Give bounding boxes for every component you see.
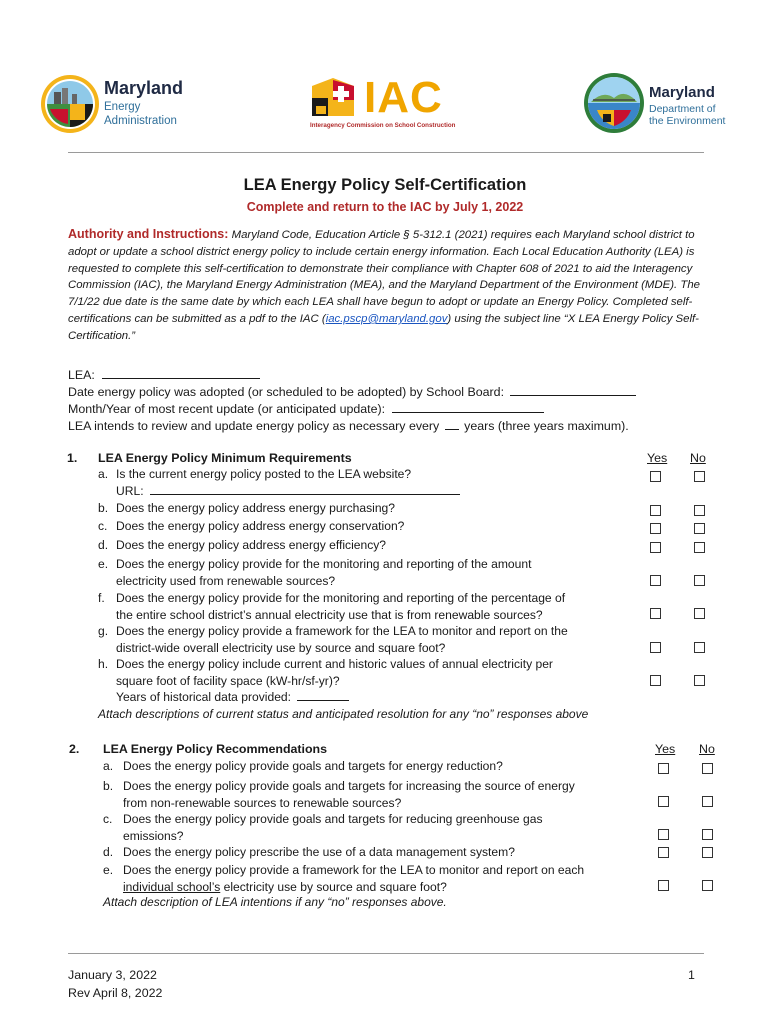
s1-item-b-text: Does the energy policy address energy purchasing? bbox=[116, 501, 395, 515]
footer-revision: Rev April 8, 2022 bbox=[68, 986, 163, 1000]
s1-g-no-checkbox[interactable] bbox=[694, 642, 705, 653]
iac-logo-tagline: Interagency Commission on School Construction bbox=[310, 122, 456, 129]
review-field bbox=[68, 418, 629, 433]
lea-input[interactable] bbox=[102, 367, 260, 379]
instructions-lead: Authority and Instructions: bbox=[68, 227, 229, 241]
s1-item-f-text2: the entire school district’s annual electricity use that is from renewable sources? bbox=[116, 607, 543, 622]
page-subtitle: Complete and return to the IAC by July 1, 2022 bbox=[246, 200, 524, 214]
s1-item-c-text: Does the energy policy address energy conservation? bbox=[116, 519, 405, 533]
s1-item-e bbox=[98, 556, 638, 590]
lea-label: LEA: bbox=[68, 368, 95, 382]
s1-item-f-text1: Does the energy policy provide for the monitoring and reporting of the percentage of bbox=[116, 591, 566, 605]
section2-heading: LEA Energy Policy Recommendations bbox=[103, 742, 328, 756]
s1-item-h bbox=[98, 656, 638, 690]
mde-logo bbox=[583, 72, 733, 136]
s1-item-b bbox=[98, 500, 638, 517]
s2-c-yes-checkbox[interactable] bbox=[658, 829, 669, 840]
s2-item-c bbox=[103, 811, 643, 845]
s2-item-c-label: c. bbox=[103, 812, 113, 826]
section2-yes-header: Yes bbox=[655, 742, 676, 756]
s2-item-b bbox=[103, 778, 643, 812]
mea-logo-line3: Administration bbox=[104, 115, 177, 127]
mde-logo-line1: Maryland bbox=[649, 84, 715, 101]
footer-divider bbox=[68, 953, 704, 954]
s1-years-row bbox=[116, 689, 516, 706]
iac-logo bbox=[306, 74, 462, 132]
s1-url-label: URL: bbox=[116, 484, 144, 498]
s1-item-e-text2: electricity used from renewable sources? bbox=[116, 573, 336, 588]
s1-d-no-checkbox[interactable] bbox=[694, 542, 705, 553]
s1-d-yes-checkbox[interactable] bbox=[650, 542, 661, 553]
s2-item-d-label: d. bbox=[103, 845, 114, 859]
iac-flag-icon bbox=[308, 76, 358, 124]
s2-item-e-label: e. bbox=[103, 863, 114, 877]
s2-a-no-checkbox[interactable] bbox=[702, 763, 713, 774]
s1-item-a bbox=[98, 466, 638, 483]
s1-item-b-label: b. bbox=[98, 501, 109, 515]
section1-number: 1. bbox=[67, 451, 78, 465]
s2-item-a-label: a. bbox=[103, 759, 114, 773]
s1-url-row bbox=[116, 483, 516, 500]
page-title: LEA Energy Policy Self-Certification bbox=[243, 176, 527, 194]
s1-c-no-checkbox[interactable] bbox=[694, 523, 705, 534]
s2-item-c-text1: Does the energy policy provide goals and targets for reducing greenhouse gas bbox=[123, 812, 543, 826]
s1-note: Attach descriptions of current status and anticipated resolution for any “no” responses above bbox=[98, 707, 589, 721]
s1-item-e-text1: Does the energy policy provide for the monitoring and reporting of the amount bbox=[116, 557, 532, 571]
date-adopted-field bbox=[68, 384, 636, 399]
s2-item-e bbox=[103, 862, 643, 896]
lea-field bbox=[68, 367, 260, 382]
date-adopted-input[interactable] bbox=[510, 384, 636, 396]
s1-item-g-text1: Does the energy policy provide a framework for the LEA to monitor and report on the bbox=[116, 624, 568, 638]
s2-item-a-text: Does the energy policy provide goals and targets for energy reduction? bbox=[123, 759, 503, 773]
s2-item-e-underlined: individual school’s bbox=[123, 879, 221, 894]
s2-item-b-label: b. bbox=[103, 779, 114, 793]
s2-item-b-text2: from non-renewable sources to renewable sources? bbox=[123, 795, 402, 810]
header-divider bbox=[68, 152, 704, 153]
month-year-input[interactable] bbox=[392, 401, 544, 413]
section2-number: 2. bbox=[69, 742, 80, 756]
date-adopted-label: Date energy policy was adopted (or scheduled to be adopted) by School Board: bbox=[68, 385, 505, 399]
s1-a-yes-checkbox[interactable] bbox=[650, 471, 661, 482]
footer-date: January 3, 2022 bbox=[68, 968, 157, 982]
mde-logo-line2: Department of bbox=[649, 103, 716, 115]
s1-b-yes-checkbox[interactable] bbox=[650, 505, 661, 516]
instructions-tail: ) using the subject line “X LEA Energy Policy Self-Certification.” bbox=[68, 312, 699, 342]
iac-email-link[interactable]: iac.pscp@maryland.gov bbox=[325, 312, 448, 325]
s1-e-no-checkbox[interactable] bbox=[694, 575, 705, 586]
section1-heading: LEA Energy Policy Minimum Requirements bbox=[98, 451, 352, 465]
s2-item-d-text: Does the energy policy prescribe the use of a data management system? bbox=[123, 845, 515, 859]
s2-a-yes-checkbox[interactable] bbox=[658, 763, 669, 774]
instructions-body: Maryland Code, Education Article § 5-312.1 (2021) requires each Maryland school district to adopt or update a school district energy policy to include certain energy information. Each Local Education Authority (LEA) is requested to complete this self-certification to demonstrate their compliance with Chapter 608 of 2021 to aid the Interagency Commission (IAC), the Maryland Energy Administration (MEA), and the Maryland Department of the Environment (MDE). The 7/1/22 due date is the same date by which each LEA shall have begun to adopt or update an Energy Policy. Completed self-certifications can be submitted as a pdf to the IAC ( bbox=[68, 229, 700, 325]
s2-item-d bbox=[103, 844, 643, 861]
month-year-label: Month/Year of most recent update (or anticipated update): bbox=[68, 402, 386, 416]
s1-h-no-checkbox[interactable] bbox=[694, 675, 705, 686]
instructions-paragraph bbox=[68, 226, 708, 345]
s2-b-no-checkbox[interactable] bbox=[702, 796, 713, 807]
s2-item-a bbox=[103, 758, 643, 775]
mde-logo-line3: the Environment bbox=[649, 115, 726, 127]
mea-logo-line2: Energy bbox=[104, 101, 141, 113]
mea-logo bbox=[40, 74, 210, 134]
s1-item-h-text2: square foot of facility space (kW-hr/sf-yr)? bbox=[116, 673, 340, 688]
page-number: 1 bbox=[688, 968, 695, 982]
s2-note: Attach description of LEA intentions if any “no” responses above. bbox=[103, 895, 447, 909]
s2-b-yes-checkbox[interactable] bbox=[658, 796, 669, 807]
s1-item-d-label: d. bbox=[98, 538, 109, 552]
s2-item-e-rest: electricity use by source and square foot? bbox=[220, 879, 447, 894]
s1-a-no-checkbox[interactable] bbox=[694, 471, 705, 482]
s1-item-c bbox=[98, 518, 638, 535]
section2-no-header: No bbox=[699, 742, 715, 756]
iac-logo-name: IAC bbox=[364, 73, 443, 122]
s1-item-e-label: e. bbox=[98, 557, 109, 571]
mea-seal-icon bbox=[40, 74, 100, 134]
s2-e-no-checkbox[interactable] bbox=[702, 880, 713, 891]
s2-item-e-text2 bbox=[123, 879, 447, 896]
s1-g-yes-checkbox[interactable] bbox=[650, 642, 661, 653]
s1-item-h-text1: Does the energy policy include current and historic values of annual electricity per bbox=[116, 657, 553, 671]
s1-item-a-label: a. bbox=[98, 467, 109, 481]
s1-h-yes-checkbox[interactable] bbox=[650, 675, 661, 686]
review-years-input[interactable] bbox=[445, 418, 459, 430]
review-label-a: LEA intends to review and update energy policy as necessary every bbox=[68, 419, 440, 433]
s1-years-input[interactable] bbox=[297, 689, 349, 701]
s1-e-yes-checkbox[interactable] bbox=[650, 575, 661, 586]
s2-item-b-text1: Does the energy policy provide goals and targets for increasing the source of energy bbox=[123, 779, 575, 793]
s1-f-yes-checkbox[interactable] bbox=[650, 608, 661, 619]
section1-no-header: No bbox=[690, 451, 706, 465]
s1-item-h-label: h. bbox=[98, 657, 109, 671]
s1-url-input[interactable] bbox=[150, 483, 460, 495]
s1-b-no-checkbox[interactable] bbox=[694, 505, 705, 516]
s1-c-yes-checkbox[interactable] bbox=[650, 523, 661, 534]
s1-years-label: Years of historical data provided: bbox=[116, 690, 292, 704]
mea-logo-line1: Maryland bbox=[104, 78, 184, 98]
s1-item-g-text2: district-wide overall electricity use by source and square foot? bbox=[116, 640, 446, 655]
s2-item-e-text1: Does the energy policy provide a framework for the LEA to monitor and report on each bbox=[123, 863, 585, 877]
review-label-b: years (three years maximum). bbox=[464, 419, 629, 433]
s1-item-g-label: g. bbox=[98, 624, 109, 638]
s1-item-g bbox=[98, 623, 638, 657]
s2-c-no-checkbox[interactable] bbox=[702, 829, 713, 840]
s1-item-f-label: f. bbox=[98, 591, 105, 605]
s1-item-a-text: Is the current energy policy posted to the LEA website? bbox=[116, 467, 412, 481]
s1-f-no-checkbox[interactable] bbox=[694, 608, 705, 619]
s1-item-f bbox=[98, 590, 638, 624]
section1-yes-header: Yes bbox=[647, 451, 668, 465]
s1-item-d-text: Does the energy policy address energy efficiency? bbox=[116, 538, 387, 552]
s2-e-yes-checkbox[interactable] bbox=[658, 880, 669, 891]
s2-d-yes-checkbox[interactable] bbox=[658, 847, 669, 858]
s1-item-d bbox=[98, 537, 638, 554]
s2-item-c-text2: emissions? bbox=[123, 828, 184, 843]
s2-d-no-checkbox[interactable] bbox=[702, 847, 713, 858]
s1-item-c-label: c. bbox=[98, 519, 108, 533]
mde-seal-icon bbox=[583, 72, 645, 134]
month-year-field bbox=[68, 401, 544, 416]
